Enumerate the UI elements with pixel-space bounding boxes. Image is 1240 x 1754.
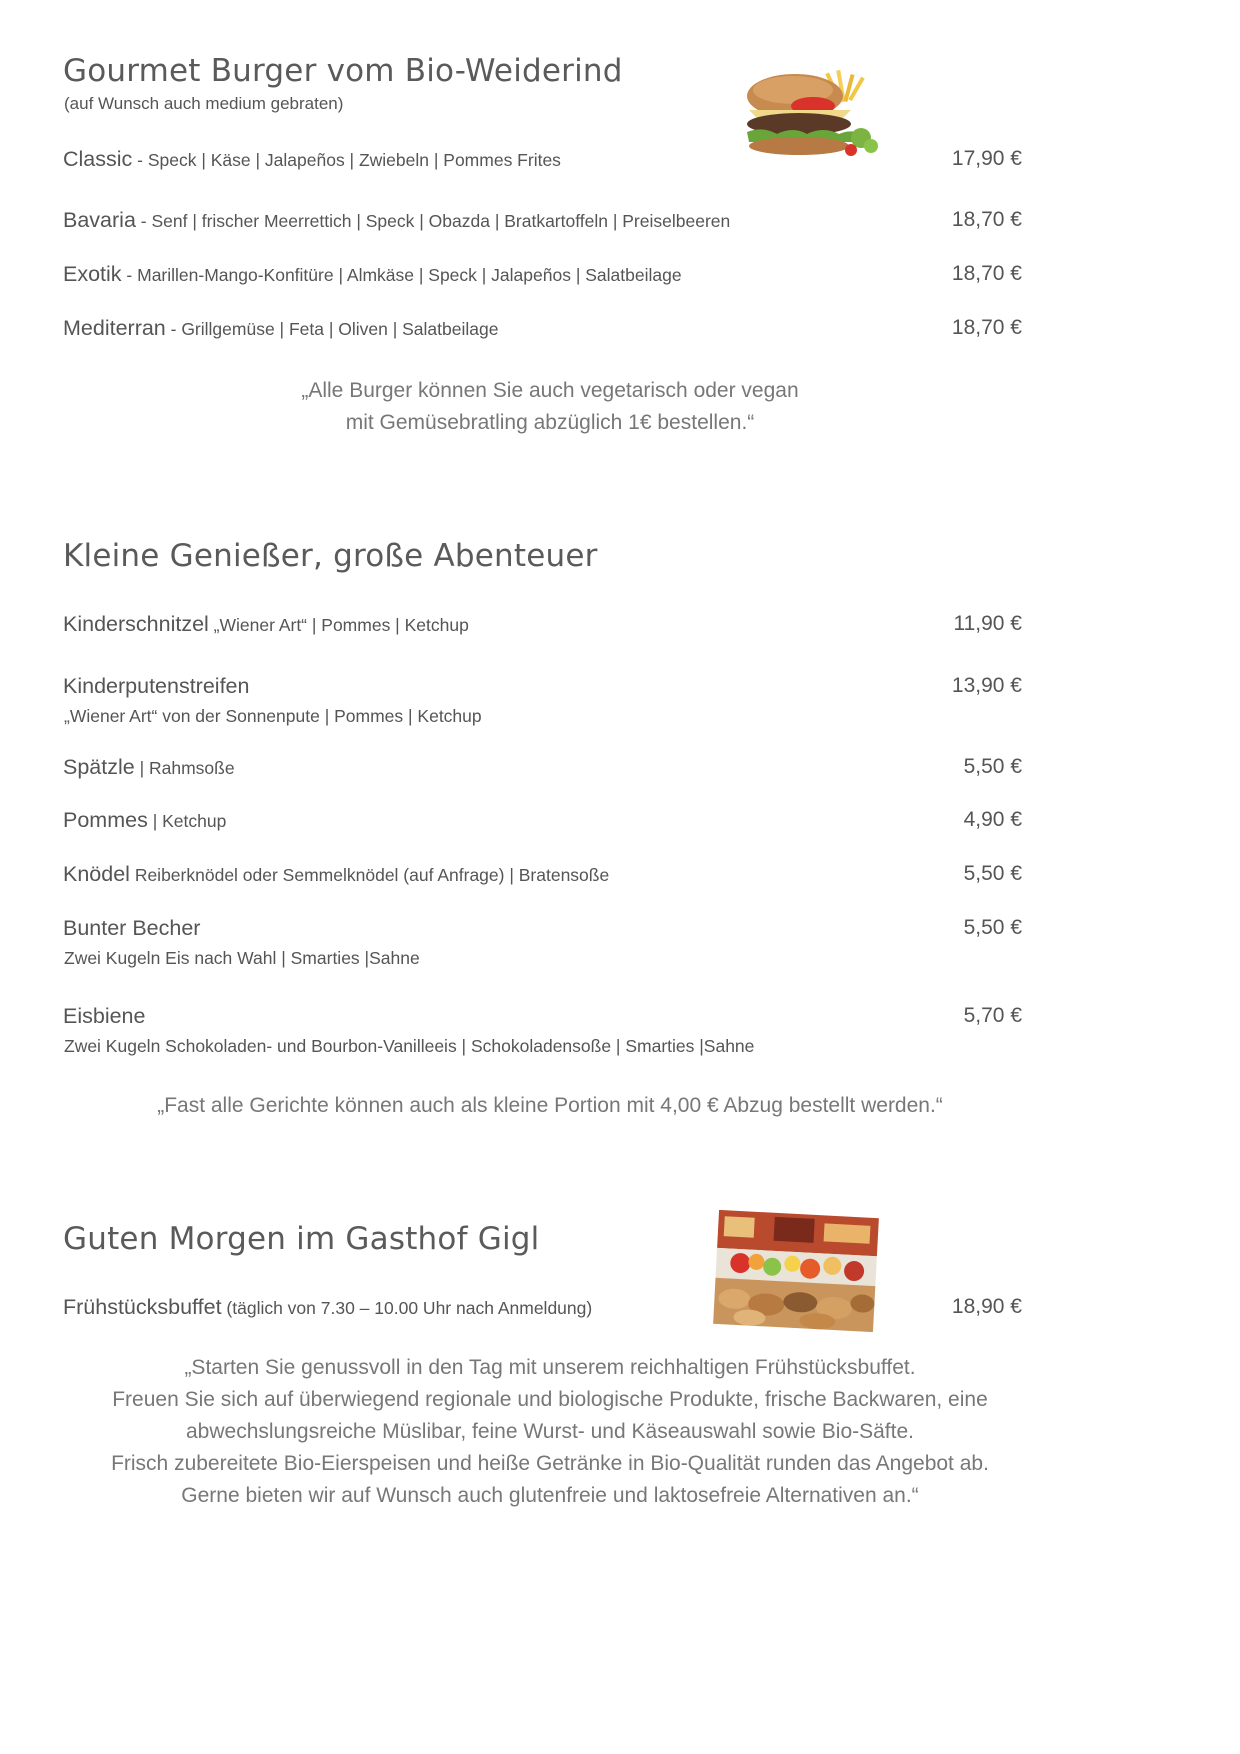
item-name: Knödel	[63, 862, 130, 886]
note-line: Freuen Sie sich auf überwiegend regionale und biologische Produkte, frische Backwaren, eine	[112, 1388, 988, 1411]
item-description: - Senf | frischer Meerrettich | Speck | Obazda | Bratkartoffeln | Preiselbeeren	[135, 211, 731, 231]
item-price: 18,70 €	[951, 316, 1022, 339]
section-title-kids: Kleine Genießer, große Abenteuer	[63, 538, 598, 574]
burger-photo	[743, 66, 883, 158]
item-price: 5,50 €	[963, 916, 1022, 939]
item-description: (täglich von 7.30 – 10.00 Uhr nach Anmeldung)	[221, 1298, 593, 1318]
menu-item-spaetzle	[63, 755, 235, 780]
note-line: „Starten Sie genussvoll in den Tag mit unserem reichhaltigen Frühstücksbuffet.	[184, 1356, 916, 1379]
item-name: Mediterran	[63, 316, 166, 340]
item-name: Spätzle	[63, 755, 135, 779]
note-line: Gerne bieten wir auf Wunsch auch glutenfreie und laktosefreie Alternativen an.“	[181, 1484, 919, 1507]
item-price: 18,70 €	[951, 208, 1022, 231]
item-name: Pommes	[63, 808, 148, 832]
menu-item-mediterran	[63, 316, 498, 341]
breakfast-buffet-photo	[712, 1210, 880, 1332]
item-price: 4,90 €	[963, 808, 1022, 831]
burger-note	[0, 375, 1100, 439]
item-name: Exotik	[63, 262, 122, 286]
menu-item-knoedel	[63, 862, 609, 887]
note-line: abwechslungsreiche Müslibar, feine Wurst- und Käseauswahl sowie Bio-Säfte.	[186, 1420, 914, 1443]
item-name: Eisbiene	[63, 1004, 146, 1028]
item-description: - Marillen-Mango-Konfitüre | Almkäse | Speck | Jalapeños | Salatbeilage	[121, 265, 682, 285]
item-description: - Grillgemüse | Feta | Oliven | Salatbeilage	[165, 319, 499, 339]
item-description: | Ketchup	[147, 811, 227, 831]
kids-note: „Fast alle Gerichte können auch als kleine Portion mit 4,00 € Abzug bestellt werden.“	[157, 1094, 943, 1117]
item-price: 13,90 €	[951, 674, 1022, 697]
item-description: - Speck | Käse | Jalapeños | Zwiebeln | Pommes Frites	[132, 150, 561, 170]
section-subtitle-burger: (auf Wunsch auch medium gebraten)	[64, 94, 344, 113]
item-price: 18,90 €	[951, 1295, 1022, 1318]
item-price: 5,70 €	[963, 1004, 1022, 1027]
item-price: 18,70 €	[951, 262, 1022, 285]
item-name: Bavaria	[63, 208, 136, 232]
item-name: Classic	[63, 147, 133, 171]
menu-item-classic	[63, 147, 561, 172]
note-line: Frisch zubereitete Bio-Eierspeisen und heiße Getränke in Bio-Qualität runden das Angebot ab.	[111, 1452, 989, 1475]
note-line: mit Gemüsebratling abzüglich 1€ bestellen.“	[345, 411, 755, 434]
item-description: „Wiener Art“ | Pommes | Ketchup	[208, 615, 469, 635]
item-price: 5,50 €	[963, 755, 1022, 778]
item-name: Frühstücksbuffet	[63, 1295, 222, 1319]
menu-item-kinderschnitzel	[63, 612, 469, 637]
item-price: 17,90 €	[951, 147, 1022, 170]
menu-item-eisbiene	[63, 1004, 145, 1029]
item-price: 5,50 €	[963, 862, 1022, 885]
item-description: Zwei Kugeln Eis nach Wahl | Smarties |Sahne	[64, 948, 420, 968]
breakfast-note	[0, 1352, 1100, 1512]
item-price: 11,90 €	[953, 612, 1022, 635]
menu-item-bunter-becher	[63, 916, 200, 941]
menu-item-kinderputenstreifen	[63, 674, 249, 699]
menu-item-exotik	[63, 262, 682, 287]
item-description: Reiberknödel oder Semmelknödel (auf Anfrage) | Bratensoße	[129, 865, 610, 885]
item-description: Zwei Kugeln Schokoladen- und Bourbon-Vanilleeis | Schokoladensoße | Smarties |Sahne	[64, 1036, 755, 1056]
item-name: Bunter Becher	[63, 916, 201, 940]
item-name: Kinderschnitzel	[63, 612, 209, 636]
item-name: Kinderputenstreifen	[63, 674, 250, 698]
item-description: | Rahmsoße	[134, 758, 235, 778]
menu-item-pommes	[63, 808, 226, 833]
menu-item-fruehstuecksbuffet	[63, 1295, 592, 1320]
item-description: „Wiener Art“ von der Sonnenpute | Pommes | Ketchup	[64, 706, 482, 726]
section-title-burger: Gourmet Burger vom Bio-Weiderind	[63, 53, 623, 89]
menu-item-bavaria	[63, 208, 730, 233]
section-title-breakfast: Guten Morgen im Gasthof Gigl	[63, 1221, 540, 1257]
note-line: „Alle Burger können Sie auch vegetarisch oder vegan	[301, 379, 799, 402]
